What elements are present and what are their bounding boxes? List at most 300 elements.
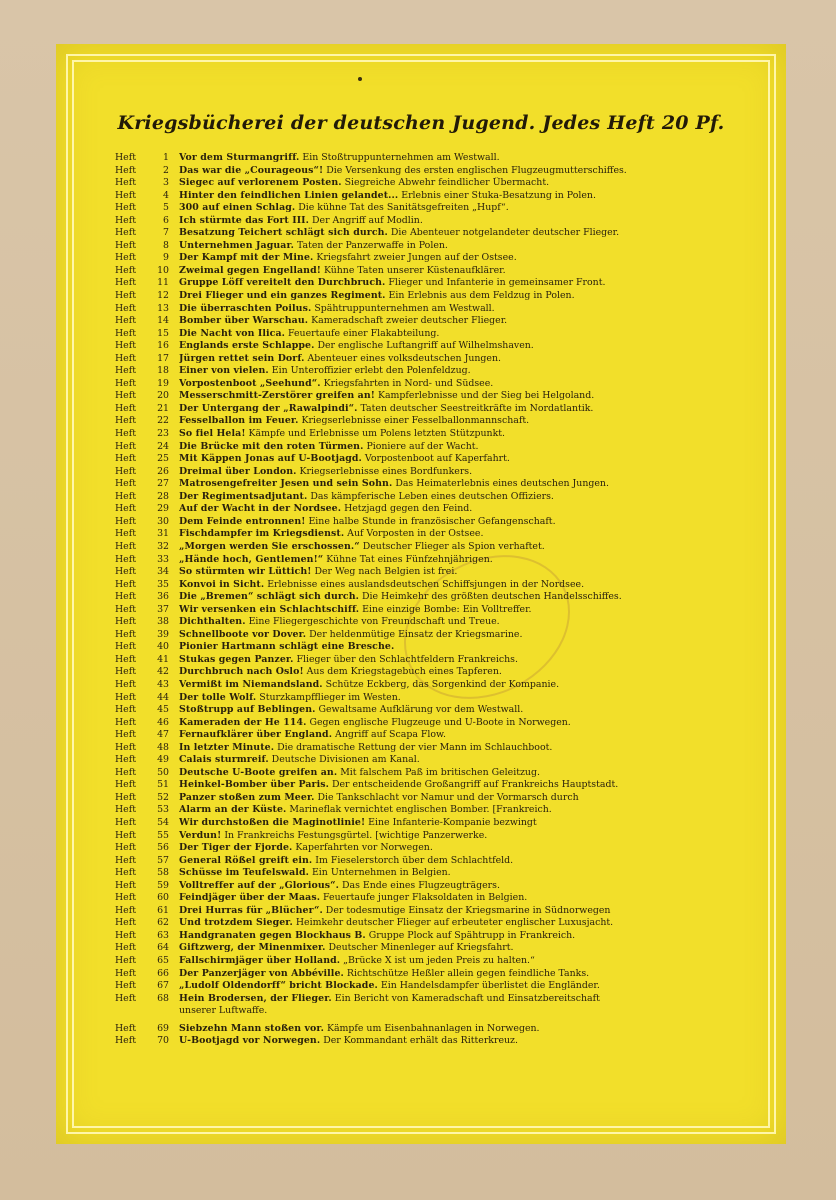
heft-number: 33	[157, 553, 169, 565]
entry-description: Angriff auf Scapa Flow.	[335, 729, 446, 741]
entry-title: Der Tiger der Fjorde.	[179, 842, 293, 854]
entry-text	[179, 328, 760, 341]
entry-description: Der entscheidende Großangriff auf Frankreichs Hauptstadt.	[331, 779, 619, 791]
list-item	[115, 503, 760, 516]
entry-description: Die Tankschlacht vor Namur und der Vormarsch durch	[317, 791, 579, 803]
entry-description: Gewaltsame Aufklärung vor dem Westwall.	[318, 704, 524, 716]
entry-title: Vorpostenboot „Seehund“.	[179, 377, 321, 389]
entry-description: Eine Infanterie-Kompanie bezwingt	[368, 816, 537, 828]
entry-title: Stoßtrupp auf Beblingen.	[179, 704, 316, 716]
heft-number: 3	[163, 177, 169, 189]
heft-label: Heft	[115, 1035, 136, 1047]
heft-number: 15	[157, 327, 169, 339]
heft-number: 32	[157, 540, 169, 552]
entry-text	[179, 403, 760, 416]
ornament-dot	[358, 77, 362, 81]
entry-text	[179, 616, 760, 629]
entry-text	[179, 955, 760, 968]
heft-label: Heft	[115, 616, 136, 628]
list-item	[115, 491, 760, 504]
entry-description: Hetzjagd gegen den Feind.	[344, 503, 473, 515]
entry-title: Der tolle Wolf.	[179, 691, 257, 703]
heft-label: Heft	[115, 177, 136, 189]
heft-number: 56	[157, 842, 169, 854]
heft-label: Heft	[115, 490, 136, 502]
heft-label: Heft	[115, 929, 136, 941]
entry-description: Kriegsfahrt zweier Jungen auf der Ostsee.	[316, 252, 517, 264]
list-item	[115, 692, 760, 705]
heft-number: 49	[157, 754, 169, 766]
entry-description: Kaperfahrten vor Norwegen.	[295, 842, 433, 854]
entry-title: General Rößel greift ein.	[179, 854, 313, 866]
heft-number: 44	[157, 691, 169, 703]
heft-label: Heft	[115, 1022, 136, 1034]
entry-title: Der Kampf mit der Mine.	[179, 252, 314, 264]
entry-text	[179, 265, 760, 278]
heft-label: Heft	[115, 478, 136, 490]
list-item	[115, 190, 760, 203]
entry-description: Ein Handelsdampfer überlistet die Engländer.	[380, 980, 600, 992]
heft-number: 60	[157, 892, 169, 904]
heft-label: Heft	[115, 214, 136, 226]
entry-title: Schnellboote vor Dover.	[179, 628, 307, 640]
heft-label: Heft	[115, 729, 136, 741]
entry-description: Aus dem Kriegstagebuch eines Tapferen.	[306, 666, 502, 678]
entry-text	[179, 692, 760, 705]
heft-label: Heft	[115, 955, 136, 966]
entry-description: Der Kommandant erhält das Ritterkreuz.	[323, 1035, 518, 1047]
entry-text	[179, 390, 760, 403]
entry-description: Die dramatische Rettung der vier Mann im Schlauchboot.	[277, 741, 553, 753]
entry-description: Marineflak vernichtet englischen Bomber. [Frankreich.	[289, 804, 552, 816]
entry-text	[179, 491, 760, 504]
heft-number: 59	[157, 879, 169, 891]
heft-label: Heft	[115, 352, 136, 364]
entry-text	[179, 641, 760, 654]
list-item	[115, 767, 760, 780]
entry-description: Abenteuer eines volksdeutschen Jungen.	[307, 352, 501, 364]
heft-label: Heft	[115, 264, 136, 276]
heft-number: 9	[163, 252, 169, 264]
entry-description: Kämpfe um Eisenbahnanlagen in Norwegen.	[326, 1022, 540, 1034]
entry-title: Vor dem Sturmangriff.	[179, 152, 300, 163]
heft-label: Heft	[115, 227, 136, 239]
heft-label: Heft	[115, 239, 136, 251]
heft-label: Heft	[115, 290, 136, 302]
entry-text	[179, 428, 760, 441]
entry-description: Eine halbe Stunde in französischer Gefangenschaft.	[308, 515, 556, 527]
entry-title: Die überraschten Poilus.	[179, 302, 312, 314]
heft-number: 28	[157, 490, 169, 502]
heft-number: 5	[163, 202, 169, 214]
heft-label: Heft	[115, 252, 136, 264]
heft-number: 58	[157, 867, 169, 879]
heft-number: 2	[163, 164, 169, 176]
entry-description: Mit falschem Paß im britischen Geleitzug.	[340, 766, 540, 778]
heft-label: Heft	[115, 942, 136, 954]
list-item	[115, 616, 760, 629]
entry-description: Auf Vorposten in der Ostsee.	[347, 528, 484, 540]
entry-title: Zweimal gegen Engelland!	[179, 264, 321, 276]
heft-number: 25	[157, 453, 169, 465]
heft-label: Heft	[115, 992, 136, 1004]
entry-text	[179, 290, 760, 303]
entry-text	[179, 315, 760, 328]
list-item	[115, 215, 760, 228]
heft-number: 30	[157, 515, 169, 527]
entry-description: Deutsche Divisionen am Kanal.	[271, 754, 420, 766]
entry-text	[179, 980, 760, 993]
heft-number: 52	[157, 791, 169, 803]
entry-text	[179, 528, 760, 541]
entry-title: Volltreffer auf der „Glorious“.	[179, 879, 339, 891]
list-item	[115, 980, 760, 993]
heft-label: Heft	[115, 691, 136, 703]
list-item	[115, 315, 760, 328]
list-item	[115, 942, 760, 955]
entry-text	[179, 917, 760, 930]
entry-title: Wir durchstoßen die Maginotlinie!	[179, 816, 366, 828]
entry-title: Fischdampfer im Kriegsdienst.	[179, 528, 345, 540]
list-item	[115, 817, 760, 830]
heft-number: 63	[157, 929, 169, 941]
heft-label: Heft	[115, 816, 136, 828]
list-item	[115, 968, 760, 981]
entry-text	[179, 215, 760, 228]
entry-description: Flieger und Infanterie in gemeinsamer Front.	[388, 277, 606, 289]
heft-label: Heft	[115, 917, 136, 929]
entry-description: Kriegserlebnisse einer Fesselballonmannschaft.	[301, 415, 530, 427]
entry-title: Verdun!	[179, 829, 222, 841]
list-item	[115, 654, 760, 667]
entry-description: Spähtruppunternehmen am Westwall.	[314, 302, 495, 314]
heft-label: Heft	[115, 540, 136, 552]
entry-description: Schütze Eckberg, das Sorgenkind der Kompanie.	[325, 678, 560, 690]
heft-number: 27	[157, 478, 169, 490]
list-item	[115, 177, 760, 190]
heft-label: Heft	[115, 503, 136, 515]
entry-title: Und trotzdem Sieger.	[179, 917, 293, 929]
entry-title: Fesselballon im Feuer.	[179, 415, 299, 427]
booklet-list	[115, 152, 760, 1048]
heft-number: 13	[157, 302, 169, 314]
entry-title: Alarm an der Küste.	[179, 804, 287, 816]
heft-number: 31	[157, 528, 169, 540]
list-item	[115, 466, 760, 479]
entry-description: Feuertaufe junger Flaksoldaten in Belgien.	[323, 892, 528, 904]
heft-label: Heft	[115, 365, 136, 377]
list-item	[115, 792, 760, 805]
entry-title: Calais sturmreif.	[179, 754, 269, 766]
entry-description: Ein Stoßtruppunternehmen am Westwall.	[302, 152, 500, 163]
list-item	[115, 528, 760, 541]
heft-label: Heft	[115, 277, 136, 289]
heft-number: 54	[157, 816, 169, 828]
list-item	[115, 742, 760, 755]
list-item	[115, 390, 760, 403]
list-item	[115, 227, 760, 240]
heft-label: Heft	[115, 566, 136, 578]
entry-description: Ein Unteroffizier erlebt den Polenfeldzug.	[271, 365, 471, 377]
list-item	[115, 704, 760, 717]
list-item	[115, 591, 760, 604]
entry-description: Heimkehr deutscher Flieger auf erbeuteter englischer Luxusjacht.	[295, 917, 614, 929]
entry-text	[179, 240, 760, 253]
heft-number: 4	[163, 189, 169, 201]
entry-title: Heinkel-Bomber über Paris.	[179, 779, 329, 791]
heft-label: Heft	[115, 653, 136, 665]
heft-number: 42	[157, 666, 169, 678]
heft-label: Heft	[115, 766, 136, 778]
entry-description: Die Abenteuer notgelandeter deutscher Flieger.	[390, 227, 620, 239]
list-item	[115, 202, 760, 215]
heft-label: Heft	[115, 804, 136, 816]
entry-description: Die Versenkung des ersten englischen Flugzeugmutterschiffes.	[326, 164, 627, 176]
entry-description: Gruppe Plock auf Spähtrupp in Frankreich.	[368, 929, 576, 941]
entry-title: Matrosengefreiter Jesen und sein Sohn.	[179, 478, 393, 490]
heft-label: Heft	[115, 603, 136, 615]
entry-description: Flieger über den Schlachtfeldern Frankreichs.	[296, 653, 518, 665]
entry-description: Das Ende eines Flugzeugträgers.	[341, 879, 500, 891]
entry-title: Messerschmitt-Zerstörer greifen an!	[179, 390, 375, 402]
entry-title: Feindjäger über der Maas.	[179, 892, 321, 904]
list-item	[115, 867, 760, 880]
entry-text	[179, 1035, 760, 1048]
heft-label: Heft	[115, 164, 136, 176]
entry-title: Konvoi in Sicht.	[179, 578, 265, 590]
list-item	[115, 842, 760, 855]
heft-number: 18	[157, 365, 169, 377]
entry-description: Im Fieselerstorch über dem Schlachtfeld.	[315, 854, 514, 866]
entry-text	[179, 202, 760, 215]
entry-text	[179, 190, 760, 203]
list-item	[115, 277, 760, 290]
heft-number: 46	[157, 716, 169, 728]
heft-number: 67	[157, 980, 169, 992]
entry-text	[179, 554, 760, 567]
heft-number: 37	[157, 603, 169, 615]
heft-label: Heft	[115, 315, 136, 327]
entry-title: Fernaufklärer über England.	[179, 729, 333, 741]
list-item	[115, 830, 760, 843]
entry-text	[179, 1023, 760, 1036]
list-item	[115, 478, 760, 491]
entry-title: Panzer stoßen zum Meer.	[179, 791, 315, 803]
entry-text	[179, 892, 760, 905]
heft-number: 62	[157, 917, 169, 929]
heft-label: Heft	[115, 628, 136, 640]
heft-number: 7	[163, 227, 169, 239]
entry-title: Giftzwerg, der Minenmixer.	[179, 942, 326, 954]
entry-title: Deutsche U-Boote greifen an.	[179, 766, 338, 778]
entry-title: So fiel Hela!	[179, 428, 246, 440]
list-item	[115, 955, 760, 968]
heft-label: Heft	[115, 716, 136, 728]
entry-text	[179, 942, 760, 955]
list-item	[115, 165, 760, 178]
heft-label: Heft	[115, 302, 136, 314]
heft-number: 19	[157, 377, 169, 389]
heft-label: Heft	[115, 377, 136, 389]
entry-title: Siebzehn Mann stoßen vor.	[179, 1022, 324, 1034]
heft-number: 22	[157, 415, 169, 427]
entry-title: Die Brücke mit den roten Türmen.	[179, 440, 364, 452]
list-item	[115, 604, 760, 617]
heft-label: Heft	[115, 152, 136, 163]
heft-number: 64	[157, 942, 169, 954]
heft-number: 29	[157, 503, 169, 515]
heft-number: 69	[157, 1022, 169, 1034]
heft-label: Heft	[115, 515, 136, 527]
heft-label: Heft	[115, 678, 136, 690]
entry-text	[179, 566, 760, 579]
heft-label: Heft	[115, 390, 136, 402]
heft-number: 65	[157, 955, 169, 966]
entry-text	[179, 993, 760, 1006]
list-item	[115, 779, 760, 792]
entry-title: Die Nacht von Ilica.	[179, 327, 286, 339]
entry-text	[179, 152, 760, 165]
heft-number: 61	[157, 904, 169, 916]
entry-title: Der Regimentsadjutant.	[179, 490, 308, 502]
entry-text	[179, 303, 760, 316]
heft-label: Heft	[115, 854, 136, 866]
entry-text	[179, 792, 760, 805]
entry-description: Feuertaufe einer Flakabteilung.	[288, 327, 440, 339]
entry-text	[179, 629, 760, 642]
list-item	[115, 441, 760, 454]
entry-title: Siegeс auf verlorenem Posten.	[179, 177, 342, 189]
list-item	[115, 641, 760, 654]
entry-title: „Morgen werden Sie erschossen.“	[179, 540, 360, 552]
list-item	[115, 152, 760, 165]
entry-description: Der englische Luftangriff auf Wilhelmshaven.	[317, 340, 534, 352]
entry-title: Pionier Hartmann schlägt eine Bresche.	[179, 641, 395, 653]
entry-title: Ich stürmte das Fort III.	[179, 214, 310, 226]
entry-text	[179, 717, 760, 730]
entry-description: unserer Luftwaffe.	[179, 1005, 268, 1017]
list-item	[115, 804, 760, 817]
list-item	[115, 717, 760, 730]
list-item	[115, 328, 760, 341]
entry-title: Fallschirmjäger über Holland.	[179, 955, 341, 966]
list-item	[115, 303, 760, 316]
list-item	[115, 378, 760, 391]
list-item	[115, 428, 760, 441]
entry-description: Siegreiche Abwehr feindlicher Übermacht.	[344, 177, 550, 189]
heft-label: Heft	[115, 754, 136, 766]
entry-text	[179, 579, 760, 592]
entry-description: Kriegserlebnisse eines Bordfunkers.	[299, 465, 473, 477]
entry-title: Unternehmen Jaguar.	[179, 239, 294, 251]
list-item	[115, 930, 760, 943]
list-item	[115, 415, 760, 428]
entry-title: Englands erste Schlappe.	[179, 340, 315, 352]
entry-title: U-Bootjagd vor Norwegen.	[179, 1035, 321, 1047]
list-item	[115, 516, 760, 529]
list-item	[115, 679, 760, 692]
entry-description: Die kühne Tat des Sanitätsgefreiten „Hupf“.	[298, 202, 509, 214]
heft-number: 20	[157, 390, 169, 402]
entry-text	[179, 742, 760, 755]
entry-text	[179, 729, 760, 742]
list-item	[115, 541, 760, 554]
entry-text	[179, 604, 760, 617]
list-item	[115, 1035, 760, 1048]
entry-text	[179, 277, 760, 290]
heft-number: 10	[157, 264, 169, 276]
entry-text	[179, 441, 760, 454]
entry-description: Der todesmutige Einsatz der Kriegsmarine in Südnorwegen	[325, 904, 611, 916]
entry-title: Hinter den feindlichen Linien gelandet...	[179, 189, 399, 201]
entry-title: Der Untergang der „Rawalpindi“.	[179, 402, 358, 414]
entry-description: Das kämpferische Leben eines deutschen Offiziers.	[310, 490, 554, 502]
entry-text	[179, 453, 760, 466]
entry-text	[179, 666, 760, 679]
heft-number: 24	[157, 440, 169, 452]
entry-description: Kriegsfahrten in Nord- und Südsee.	[323, 377, 494, 389]
entry-description: Eine einzige Bombe: Ein Volltreffer.	[362, 603, 532, 615]
entry-title: Der Panzerjäger von Abbéville.	[179, 967, 344, 979]
list-item	[115, 566, 760, 579]
heft-label: Heft	[115, 453, 136, 465]
entry-text	[179, 165, 760, 178]
entry-description: Erlebnis einer Stuka-Besatzung in Polen.	[401, 189, 596, 201]
entry-description: Kühne Tat eines Fünfzehnjährigen.	[326, 553, 493, 565]
heft-number: 53	[157, 804, 169, 816]
entry-description: Der Angriff auf Modlin.	[312, 214, 423, 226]
heft-label: Heft	[115, 327, 136, 339]
entry-description: Richtschütze Heßler allein gegen feindliche Tanks.	[346, 967, 590, 979]
heft-label: Heft	[115, 791, 136, 803]
entry-title: Auf der Wacht in der Nordsee.	[179, 503, 342, 515]
heft-label: Heft	[115, 879, 136, 891]
entry-title: Schüsse im Teufelswald.	[179, 867, 309, 879]
heft-label: Heft	[115, 553, 136, 565]
entry-description: Das Heimaterlebnis eines deutschen Jungen.	[395, 478, 609, 490]
entry-text	[179, 817, 760, 830]
entry-title: „Ludolf Oldendorff“ bricht Blockade.	[179, 980, 378, 992]
heft-number: 14	[157, 315, 169, 327]
entry-text	[179, 654, 760, 667]
heft-number: 51	[157, 779, 169, 791]
entry-description: Taten deutscher Seestreitkräfte im Nordatlantik.	[360, 402, 594, 414]
entry-text	[179, 842, 760, 855]
entry-description: Der Weg nach Belgien ist frei.	[314, 566, 458, 578]
heft-label: Heft	[115, 402, 136, 414]
entry-text	[179, 227, 760, 240]
list-item	[115, 905, 760, 918]
heft-label: Heft	[115, 189, 136, 201]
entry-text	[179, 804, 760, 817]
entry-text	[179, 855, 760, 868]
heft-number: 66	[157, 967, 169, 979]
heft-label: Heft	[115, 202, 136, 214]
entry-text	[179, 365, 760, 378]
entry-description: Ein Bericht von Kameradschaft und Einsatzbereitschaft	[334, 992, 600, 1004]
entry-text	[179, 1005, 760, 1018]
heft-number: 17	[157, 352, 169, 364]
entry-title: Gruppe Löff vereitelt den Durchbruch.	[179, 277, 386, 289]
entry-description: Ein Unternehmen in Belgien.	[311, 867, 451, 879]
entry-title: So stürmten wir Lüttich!	[179, 566, 312, 578]
entry-description: Kampferlebnisse und der Sieg bei Helgoland.	[377, 390, 595, 402]
entry-title: Besatzung Teichert schlägt sich durch.	[179, 227, 388, 239]
heft-number: 21	[157, 402, 169, 414]
list-item	[115, 629, 760, 642]
heft-number: 11	[157, 277, 169, 289]
entry-description: Kühne Taten unserer Küstenaufklärer.	[323, 264, 506, 276]
